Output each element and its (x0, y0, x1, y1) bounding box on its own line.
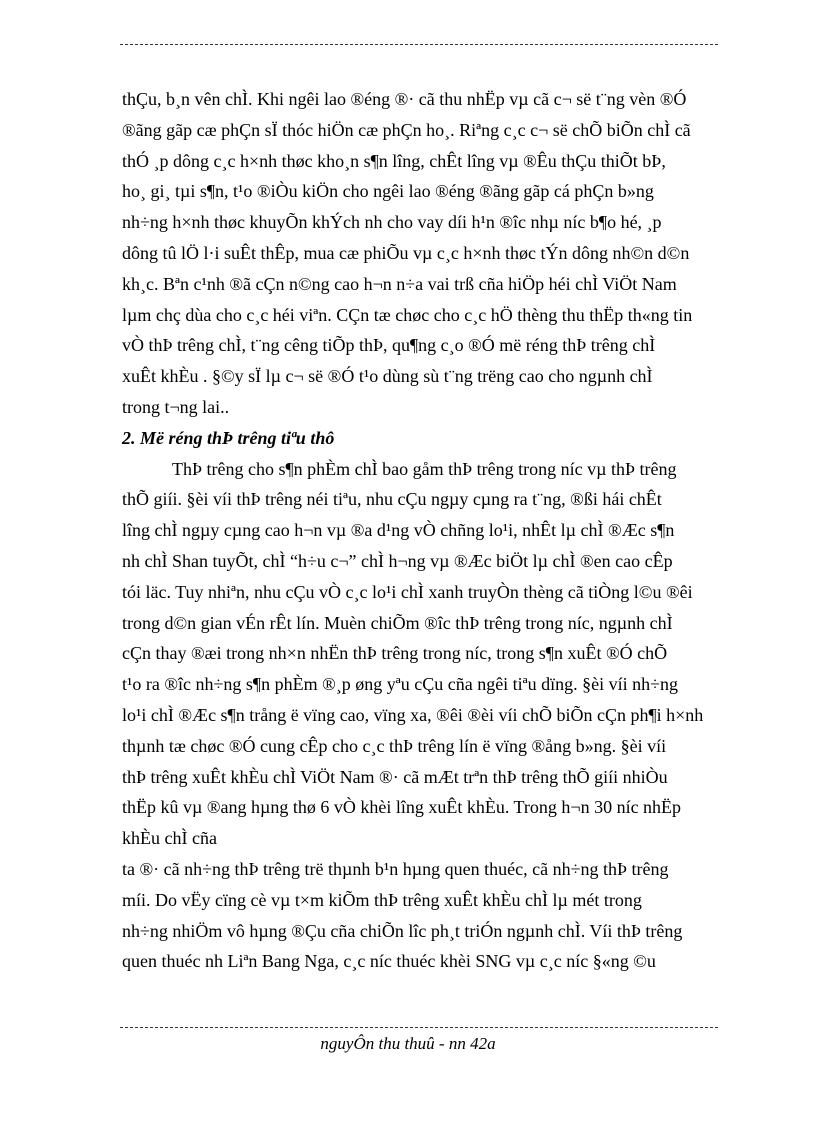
header-rule (120, 44, 718, 45)
page-footer: nguyÔn thu thuû - nn 42a (320, 1034, 496, 1053)
paragraph-line: lîng chÌ ngµy cµng cao h¬n vµ ®a d¹ng vÒ chñng lo¹i, nhÊt lµ chÌ ®Æc s¶n (122, 520, 675, 541)
paragraph-line: quen thuéc nh Liªn Bang Nga, c¸c níc thuéc khèi SNG vµ c¸c níc §«ng ©u (122, 951, 656, 972)
paragraph-line: thÕ giíi. §èi víi thÞ trêng néi tiªu, nhu cÇu ngµy cµng ra t¨ng, ®ßi hái chÊt (122, 489, 662, 510)
paragraph-line: thÓ ¸p dông c¸c h×nh thøc kho¸n s¶n lîng, chÊt lîng vµ ®Êu thÇu thiÕt bÞ, (122, 150, 666, 171)
paragraph-line: dông tû lÖ l·i suÊt thÊp, mua cæ phiÕu vµ c¸c h×nh thøc tÝn dông nh©n d©n (122, 242, 690, 263)
paragraph-line: lµm chç dùa cho c¸c héi viªn. CÇn tæ chøc cho c¸c hÖ thèng thu thËp th«ng tin (122, 304, 693, 325)
paragraph-line: xuÊt khÈu . §©y sÏ lµ c¬ së ®Ó t¹o dùng sù t¨ng trëng cao cho ngµnh chÌ (122, 366, 653, 387)
paragraph-1 (122, 84, 736, 423)
paragraph-line: thµnh tæ chøc ®Ó cung cÊp cho c¸c thÞ trêng lín ë vïng ®ång b»ng. §èi víi (122, 735, 667, 756)
footer-rule (120, 1027, 718, 1028)
paragraph-line: ta ®· cã nh÷ng thÞ trêng trë thµnh b¹n hµng quen thuéc, cã nh÷ng thÞ trêng (122, 858, 669, 879)
paragraph-line: nh chÌ Shan tuyÕt, chÌ “h÷u c¬” chÌ h¬ng vµ ®Æc biÖt lµ chÌ ®en cao cÊp (122, 550, 673, 571)
paragraph-line: nh÷ng h×nh thøc khuyÕn khÝch nh cho vay díi h¹n ®îc nhµ níc b¶o hé, ¸p (122, 212, 662, 233)
paragraph-2 (122, 454, 736, 854)
paragraph-line: t¹o ra ®îc nh÷ng s¶n phÈm ®¸p øng yªu cÇu cña ngêi tiªu dïng. §èi víi nh÷ng (122, 674, 679, 695)
paragraph-line: trong t¬ng lai.. (122, 396, 230, 417)
paragraph-line: vÒ thÞ trêng chÌ, t¨ng cêng tiÕp thÞ, qu¶ng c¸o ®Ó më réng thÞ trêng chÌ (122, 335, 656, 356)
paragraph-line: nh÷ng nhiÖm vô hµng ®Çu cña chiÕn lîc ph¸t triÓn ngµnh chÌ. Víi thÞ trêng (122, 920, 683, 941)
document-body (122, 84, 736, 977)
paragraph-line: trong d©n gian vÉn rÊt lín. Muèn chiÕm ®îc thÞ trêng trong níc, ngµnh chÌ (122, 612, 673, 633)
paragraph-line: khÈu chÌ cña (122, 828, 217, 849)
paragraph-line: míi. Do vËy cïng cè vµ t×m kiÕm thÞ trêng xuÊt khÈu chÌ lµ mét trong (122, 889, 642, 910)
paragraph-line: cÇn thay ®æi trong nh×n nhËn thÞ trêng trong níc, trong s¶n xuÊt ®Ó chÕ (122, 643, 668, 664)
paragraph-line: thÞ trêng xuÊt khÈu chÌ ViÖt Nam ®· cã mÆt trªn thÞ trêng thÕ giíi nhiÒu (122, 766, 668, 787)
paragraph-line: kh¸c. Bªn c¹nh ®ã cÇn n©ng cao h¬n n÷a vai trß cña hiÖp héi chÌ ViÖt Nam (122, 273, 677, 294)
paragraph-line: ®ãng gãp cæ phÇn sÏ thóc hiÖn cæ phÇn ho¸. Riªng c¸c c¬ së chÕ biÕn chÌ cã (122, 119, 691, 140)
paragraph-line: tói läc. Tuy nhiªn, nhu cÇu vÒ c¸c lo¹i chÌ xanh truyÒn thèng cã tiÒng l©u ®êi (122, 581, 693, 602)
paragraph-line: lo¹i chÌ ®Æc s¶n trång ë vïng cao, vïng xa, ®êi ®èi víi chÕ biÕn cÇn ph¶i h×nh (122, 704, 704, 725)
paragraph-line: thÇu, b¸n vên chÌ. Khi ngêi lao ®éng ®· cã thu nhËp vµ cã c¬ së t¨ng vèn ®Ó (122, 89, 687, 109)
paragraph-line: ThÞ trêng cho s¶n phÈm chÌ bao gåm thÞ trêng trong níc vµ thÞ trêng (172, 458, 677, 479)
paragraph-3 (122, 854, 736, 977)
paragraph-line: thËp kû vµ ®ang hµng thø 6 vÒ khèi lîng xuÊt khÈu. Trong h¬n 30 níc nhËp (122, 797, 682, 818)
paragraph-line: ho¸ gi¸ tµi s¶n, t¹o ®iÒu kiÖn cho ngêi lao ®éng ®ãng gãp cá phÇn b»ng (122, 181, 654, 202)
section-heading: 2. Më réng thÞ trêng tiªu thô (122, 427, 335, 448)
